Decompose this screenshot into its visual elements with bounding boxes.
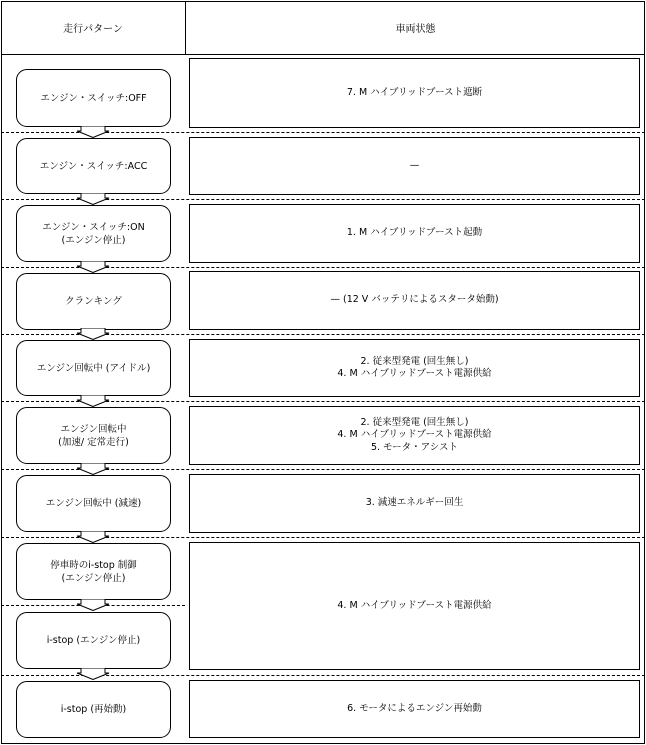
state-box-regen [189, 474, 640, 533]
pattern-text: (エンジン停止) [61, 234, 126, 246]
pattern-box-istop-stopped [16, 612, 171, 669]
down-arrow-icon [76, 261, 110, 273]
pattern-text: エンジン回転中 (アイドル) [36, 362, 151, 374]
pattern-text: (エンジン停止) [61, 572, 126, 584]
pattern-box-cranking [16, 273, 171, 330]
state-text: 5. モータ・アシスト [370, 441, 459, 453]
pattern-box-istop-restart [16, 681, 171, 738]
down-arrow-icon [76, 531, 110, 543]
down-arrow-icon [76, 668, 110, 680]
pattern-text: クランキング [65, 296, 122, 307]
pattern-text: i-stop (再始動) [60, 704, 127, 715]
state-text: — [409, 159, 420, 171]
pattern-text: 停車時のi-stop 制御 [50, 559, 137, 571]
down-arrow-icon [76, 599, 110, 611]
state-text: 4. M ハイブリッドブースト電源供給 [337, 599, 492, 611]
state-box-idle [189, 339, 640, 397]
pattern-box-idle [16, 340, 171, 396]
pattern-box-engine-off [16, 69, 171, 127]
header-pattern-label: 走行パターン [63, 24, 123, 35]
header-state-label: 車両状態 [395, 24, 436, 35]
state-text: 4. M ハイブリッドブースト電源供給 [337, 368, 492, 379]
down-arrow-icon [76, 126, 110, 138]
pattern-text: エンジン回転中 [60, 423, 127, 435]
pattern-text: エンジン回転中 (減速) [45, 498, 142, 509]
state-text: 2. 従来型発電 (回生無し) [360, 416, 469, 428]
down-arrow-icon [76, 328, 110, 340]
state-box-motor-restart [189, 680, 640, 738]
state-box-boost-cutoff [189, 58, 640, 128]
state-text: 3. 減速エネルギー回生 [365, 497, 464, 509]
pattern-text: エンジン・スイッチ:ON [42, 221, 145, 233]
pattern-box-engine-acc [16, 138, 171, 194]
state-box-istop-power [189, 542, 640, 670]
pattern-box-decel [16, 475, 171, 532]
state-text: 2. 従来型発電 (回生無し) [360, 355, 469, 367]
pattern-box-engine-on [16, 205, 171, 262]
state-box-boost-start [189, 204, 640, 263]
state-text: — (12 V バッテリによるスタータ始動) [330, 294, 499, 306]
state-box-accel-cruise [189, 406, 640, 465]
header-bottom-border [1, 54, 645, 55]
down-arrow-icon [76, 193, 110, 205]
state-box-starter [189, 271, 640, 330]
pattern-text: (加速/ 定常走行) [58, 436, 129, 448]
down-arrow-icon [76, 395, 110, 407]
pattern-box-accel-cruise [16, 407, 171, 464]
state-text: 1. M ハイブリッドブースト起動 [346, 227, 483, 239]
pattern-text: i-stop (エンジン停止) [46, 635, 141, 646]
down-arrow-icon [76, 463, 110, 475]
state-box-none [189, 137, 640, 195]
state-text: 4. M ハイブリッドブースト電源供給 [337, 429, 492, 441]
pattern-text: エンジン・スイッチ:ACC [39, 160, 148, 172]
pattern-text: エンジン・スイッチ:OFF [40, 92, 147, 104]
state-text: 7. M ハイブリッドブースト遮断 [346, 86, 483, 98]
state-text: 6. モータによるエンジン再始動 [347, 702, 482, 714]
pattern-box-istop-control [16, 543, 171, 600]
